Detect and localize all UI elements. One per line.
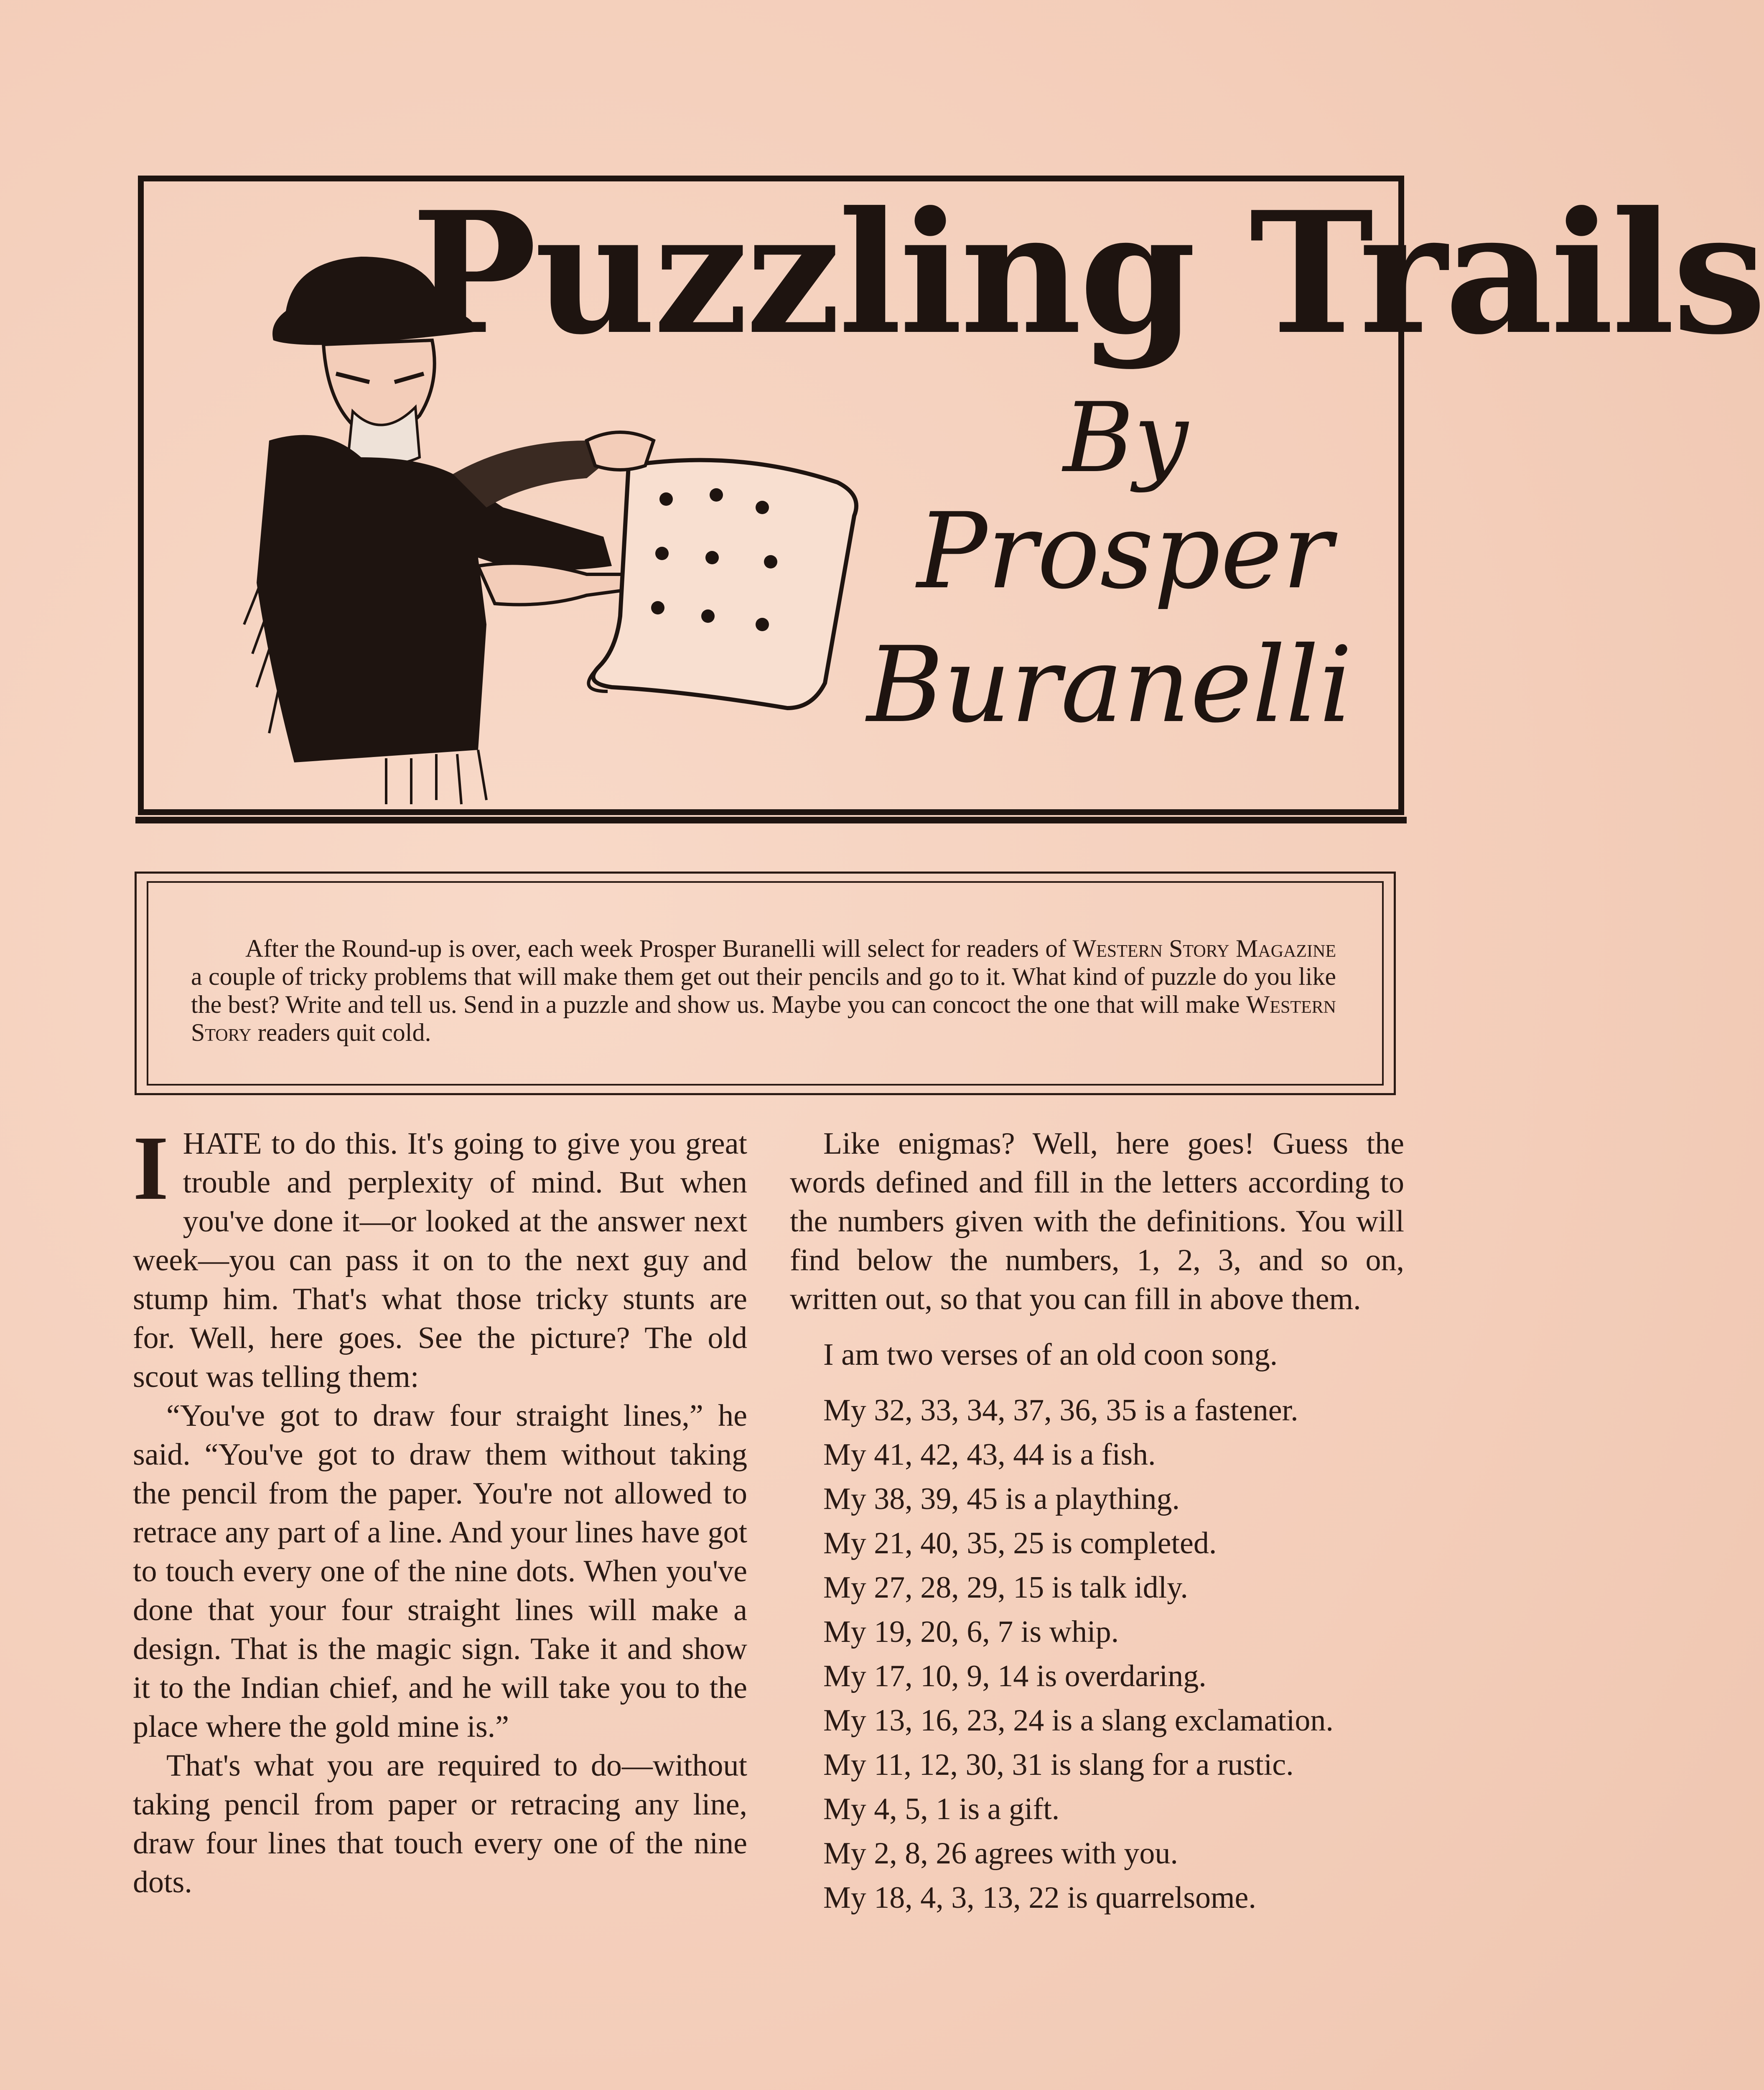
header-title: Puzzling Trails [411, 175, 1764, 372]
intro-text-part1: After the Round-up is over, each week Prosper Buranelli will select for readers of [245, 935, 1073, 962]
magazine-name: Western Story Magazine [1072, 935, 1336, 962]
clue-item: My 4, 5, 1 is a gift. [823, 1792, 1060, 1826]
author-first-name: Prosper [917, 490, 1333, 612]
intro-box [135, 872, 1396, 1095]
author-last-name: Buranelli [867, 624, 1353, 746]
left-paragraph-2: “You've got to draw four straight lines,” he said. “You've got to draw them without taking the pencil from the paper. You're not allowed to retrace any part of a line. And your lines have got to touch every one of the nine dots. When you've done that your four straight lines will make a design. That is the magic sign. Take it and show it to the Indian chief, and he will take you to the place where the gold mine is.” [133, 1399, 747, 1744]
clue-item: My 21, 40, 35, 25 is completed. [823, 1526, 1217, 1560]
clue-item: My 41, 42, 43, 44 is a fish. [823, 1438, 1156, 1472]
clue-list [790, 1391, 1404, 1917]
clue-item: My 2, 8, 26 agrees with you. [823, 1836, 1178, 1871]
intro-text [191, 935, 1336, 1047]
drop-cap: I [133, 1117, 169, 1219]
left-paragraph-1-text: HATE to do this. It's going to give you great trouble and perplexity of mind. But when you've done it—or looked at the answer next week—you can pass it on to the next guy and stump him. That's what those tricky stunts are for. Well, here goes. See the picture? The old scout was telling them: [133, 1127, 747, 1394]
clue-item: My 11, 12, 30, 31 is slang for a rustic. [823, 1748, 1294, 1782]
clue-item: My 19, 20, 6, 7 is whip. [823, 1615, 1119, 1649]
right-paragraph-2: I am two verses of an old coon song. [823, 1338, 1278, 1372]
right-paragraph-1: Like enigmas? Well, here goes! Guess the words defined and fill in the letters according to the numbers given with the definitions. You will find below the numbers, 1, 2, 3, and so on, written out, so that you can fill in above them. [790, 1127, 1404, 1316]
clue-item: My 17, 10, 9, 14 is overdaring. [823, 1659, 1207, 1693]
left-column [133, 1117, 747, 1902]
intro-text-part3: readers quit cold. [251, 1019, 431, 1046]
clue-item: My 38, 39, 45 is a plaything. [823, 1482, 1180, 1516]
clue-item: My 32, 33, 34, 37, 36, 35 is a fastener. [823, 1393, 1298, 1427]
right-column [790, 1124, 1404, 1923]
magazine-name-short: Western Story [191, 991, 1336, 1046]
clue-item: My 18, 4, 3, 13, 22 is quarrelsome. [823, 1881, 1256, 1915]
header-box [138, 175, 1764, 815]
byline-by: By [1063, 382, 1188, 494]
clue-item: My 27, 28, 29, 15 is talk idly. [823, 1570, 1188, 1605]
left-paragraph-1 [133, 1117, 747, 1397]
intro-text-part2: a couple of tricky problems that will make them get out their pencils and go to it. What kind of puzzle do you like the best? Write and tell us. Send in a puzzle and show us. Maybe you can concoct the one that will make [191, 963, 1336, 1018]
clue-item: My 13, 16, 23, 24 is a slang exclamation. [823, 1703, 1334, 1738]
left-paragraph-3: That's what you are required to do—without taking pencil from paper or retracing any line, draw four lines that touch every one of the nine dots. [133, 1748, 747, 1899]
